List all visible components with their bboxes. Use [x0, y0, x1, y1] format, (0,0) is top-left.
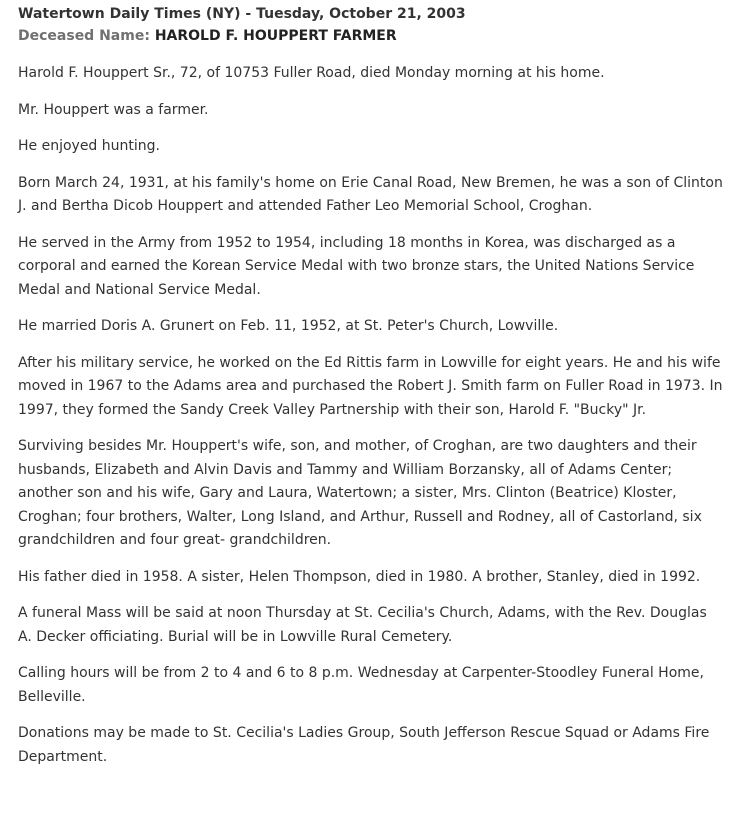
obituary-paragraph: After his military service, he worked on the Ed Rittis farm in Lowville for eight years. He and his wife moved in 1967 to the Adams area and purchased the Robert J. Smith farm on Fuller Road in 1973. In 1997, they formed the Sandy Creek Valley Partnership with their son, Harold F. "Bucky" Jr. [18, 354, 723, 418]
obituary-paragraph: Surviving besides Mr. Houppert's wife, son, and mother, of Croghan, are two daughters and their husbands, Elizabeth and Alvin Davis and Tammy and William Borzansky, all of Adams Center; another son and his wife, Gary and Laura, Watertown; a sister, Mrs. Clinton (Beatrice) Kloster, Croghan; four brothers, Walter, Long Island, and Arthur, Russell and Rodney, all of Castorland, six grandchildren and four great- grandchildren. [18, 438, 702, 548]
obituary-paragraph: Born March 24, 1931, at his family's home on Erie Canal Road, New Bremen, he was a son of Clinton J. and Bertha Dicob Houppert and attended Father Leo Memorial School, Croghan. [18, 174, 723, 214]
obituary-paragraph: Mr. Houppert was a farmer. [18, 101, 209, 118]
publication-header [18, 3, 735, 25]
publication-date: Tuesday, October 21, 2003 [256, 6, 466, 22]
header-separator: - [240, 6, 257, 22]
obituary-paragraph: Harold F. Houppert Sr., 72, of 10753 Fuller Road, died Monday morning at his home. [18, 65, 605, 81]
obituary-paragraph: He married Doris A. Grunert on Feb. 11, 1952, at St. Peter's Church, Lowville. [18, 318, 559, 334]
deceased-name: HAROLD F. HOUPPERT FARMER [154, 28, 397, 44]
obituary-body [18, 62, 723, 769]
deceased-header [18, 25, 735, 47]
obituary-paragraph: Calling hours will be from 2 to 4 and 6 to 8 p.m. Wednesday at Carpenter-Stoodley Funeral Home, Belleville. [18, 665, 704, 705]
obituary-paragraph: He served in the Army from 1952 to 1954, including 18 months in Korea, was discharged as a corporal and earned the Korean Service Medal with two bronze stars, the United Nations Service Medal and National Service Medal. [18, 234, 695, 298]
deceased-label: Deceased Name: [18, 28, 150, 44]
obituary-paragraph: A funeral Mass will be said at noon Thursday at St. Cecilia's Church, Adams, with the Rev. Douglas A. Decker officiating. Burial will be in Lowville Rural Cemetery. [18, 605, 707, 645]
obituary-paragraph: Donations may be made to St. Cecilia's Ladies Group, South Jefferson Rescue Squad or Adams Fire Department. [18, 725, 710, 765]
publication-source: Watertown Daily Times (NY) [18, 6, 241, 22]
obituary-paragraph: His father died in 1958. A sister, Helen Thompson, died in 1980. A brother, Stanley, died in 1992. [18, 568, 701, 585]
obituary-paragraph: He enjoyed hunting. [18, 138, 160, 154]
